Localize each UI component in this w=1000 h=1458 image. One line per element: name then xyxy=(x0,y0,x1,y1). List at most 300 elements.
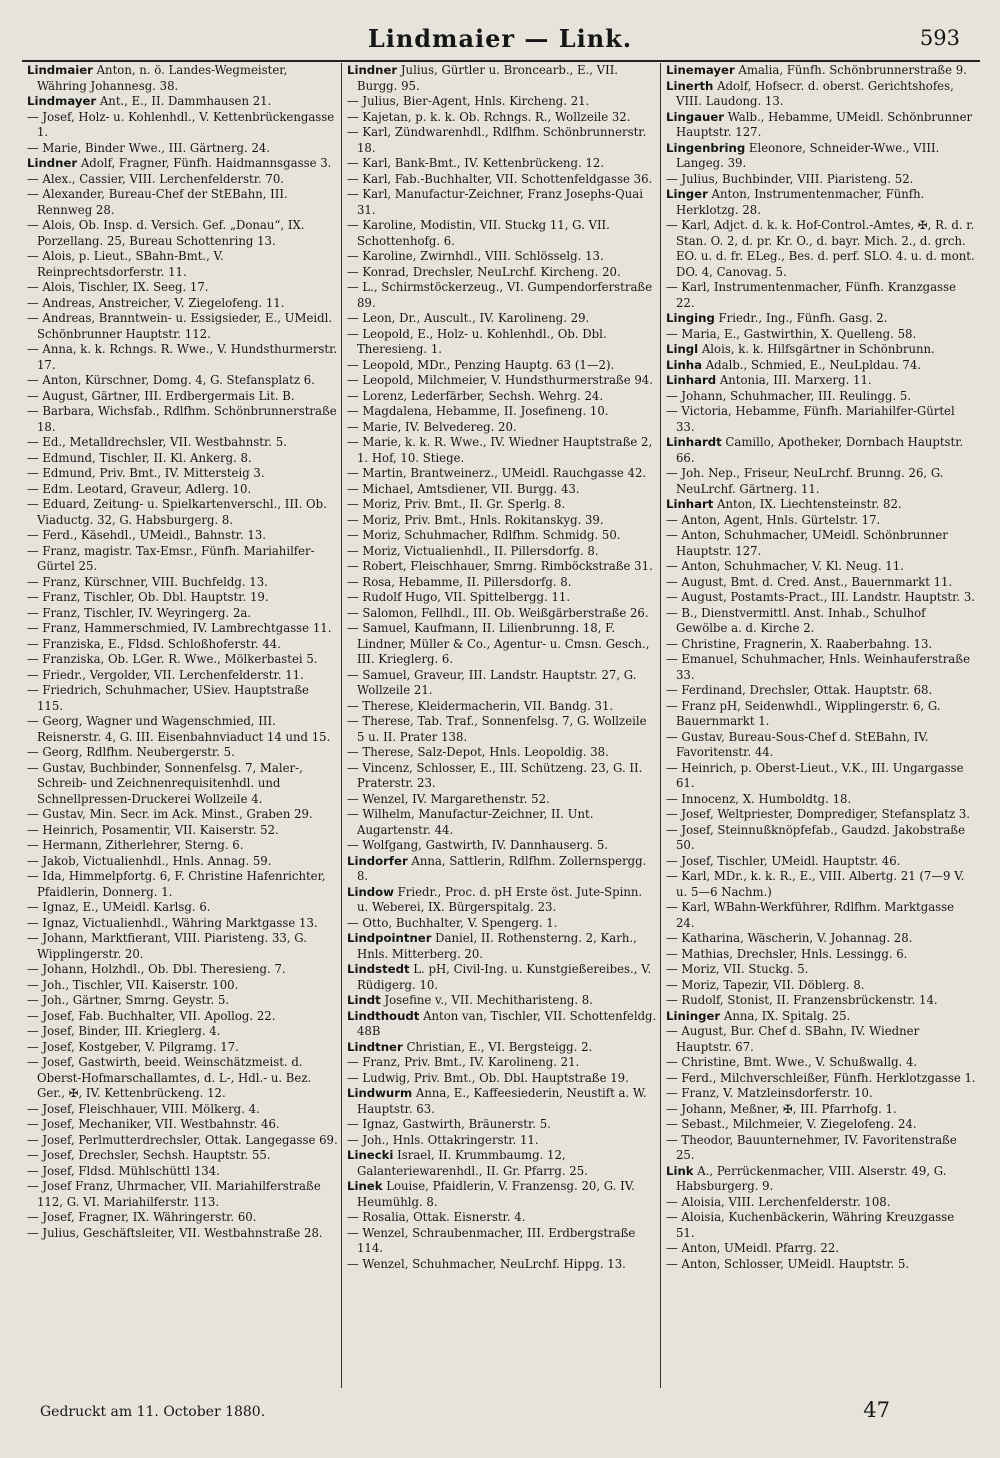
directory-entry xyxy=(345,559,657,575)
entry-text: — Julius, Bier-Agent, Hnls. Kircheng. 21. xyxy=(347,94,590,108)
directory-entry xyxy=(25,1133,338,1149)
directory-entry xyxy=(345,1210,657,1226)
entry-text: — Ignaz, Gastwirth, Bräunerstr. 5. xyxy=(347,1117,551,1131)
entry-text: — Anna, k. k. Rchngs. R. Wwe., V. Hundsthurmerstr. 17. xyxy=(27,342,338,372)
directory-entry xyxy=(664,1024,976,1055)
directory-entry xyxy=(345,497,657,513)
entry-text: — Josef, Mechaniker, VII. Westbahnstr. 46. xyxy=(27,1117,280,1131)
entry-surname: Linek xyxy=(347,1179,383,1193)
entry-text: — Franziska, E., Fldsd. Schloßhoferstr. 44. xyxy=(27,636,281,651)
entry-text: Anna, E., Kaffeesiederin, Neustift a. W. Hauptstr. 63. xyxy=(357,1086,647,1116)
directory-entry xyxy=(345,838,657,854)
entry-text: — Edmund, Tischler, II. Kl. Ankerg. 8. xyxy=(27,450,252,465)
entry-surname: Lindtner xyxy=(347,1039,403,1054)
page-number: 593 xyxy=(919,26,960,50)
directory-entry xyxy=(345,482,657,498)
directory-entry xyxy=(345,714,657,745)
directory-entry xyxy=(25,838,338,854)
directory-entry xyxy=(345,1071,657,1087)
directory-entry xyxy=(664,993,976,1009)
entry-surname: Linhardt xyxy=(666,435,722,449)
directory-entry xyxy=(345,110,657,126)
entry-text: Eleonore, Schneider-Wwe., VIII. Langeg. 39. xyxy=(676,140,940,170)
entry-columns xyxy=(22,63,980,1388)
entry-surname: Lindt xyxy=(347,993,381,1007)
entry-text: — Otto, Buchhalter, V. Spengerg. 1. xyxy=(347,915,558,930)
directory-entry xyxy=(664,606,976,637)
directory-entry xyxy=(25,311,338,342)
entry-text: — Rudolf, Stonist, II. Franzensbrückenstr. 14. xyxy=(666,993,938,1007)
directory-entry xyxy=(664,730,976,761)
entry-text: — Katharina, Wäscherin, V. Johannag. 28. xyxy=(666,931,913,945)
header-rule xyxy=(22,60,980,62)
directory-entry xyxy=(25,466,338,482)
entry-text: — Wenzel, Schuhmacher, NeuLrchf. Hippg. 13. xyxy=(347,1256,626,1271)
entry-text: — Edmund, Priv. Bmt., IV. Mittersteig 3. xyxy=(27,466,265,480)
entry-text: — Joh. Nep., Friseur, NeuLrchf. Brunng. 26, G. NeuLrchf. Gärtnerg. 11. xyxy=(666,466,944,496)
entry-text: — Konrad, Drechsler, NeuLrchf. Kircheng. 20. xyxy=(347,264,621,279)
entry-text: — Karl, WBahn-Werkführer, Rdlfhm. Marktgasse 24. xyxy=(666,900,955,930)
entry-text: — Franz, Priv. Bmt., IV. Karolineng. 21. xyxy=(347,1055,580,1069)
entry-text: — B., Dienstvermittl. Anst. Inhab., Schulhof Gewölbe a. d. Kirche 2. xyxy=(666,605,926,635)
directory-entry xyxy=(25,1024,338,1040)
directory-entry xyxy=(345,699,657,715)
entry-text: — Marie, k. k. R. Wwe., IV. Wiedner Hauptstraße 2, 1. Hof, 10. Stiege. xyxy=(347,435,653,465)
directory-entry xyxy=(345,621,657,668)
directory-entry xyxy=(664,373,976,389)
directory-entry xyxy=(345,249,657,265)
entry-text: — Josef, Kostgeber, V. Pilgramg. 17. xyxy=(27,1039,239,1054)
entry-text: Alois, k. k. Hilfsgärtner in Schönbrunn. xyxy=(698,342,935,356)
directory-entry xyxy=(664,218,976,280)
directory-entry xyxy=(25,1055,338,1102)
entry-text: Amalia, Fünfh. Schönbrunnerstraße 9. xyxy=(734,63,967,77)
directory-entry xyxy=(25,1179,338,1210)
entry-text: Julius, Gürtler u. Broncearb., E., VII. Burgg. 95. xyxy=(357,63,619,93)
entry-surname: Lininger xyxy=(666,1008,721,1023)
directory-entry xyxy=(345,327,657,358)
entry-surname: Lindmaier xyxy=(27,63,93,77)
entry-text: — Ferdinand, Drechsler, Ottak. Hauptstr. 68. xyxy=(666,683,933,697)
entry-text: — Kajetan, p. k. k. Ob. Rchngs. R., Wollzeile 32. xyxy=(347,109,631,124)
directory-entry xyxy=(345,125,657,156)
directory-entry xyxy=(664,1055,976,1071)
directory-entry xyxy=(664,79,976,110)
entry-text: — Julius, Geschäftsleiter, VII. Westbahnstraße 28. xyxy=(27,1225,323,1240)
directory-entry xyxy=(25,978,338,994)
entry-text: — Leon, Dr., Auscult., IV. Karolineng. 29. xyxy=(347,311,590,325)
column-left xyxy=(22,63,341,1388)
entry-text: — Franz, Tischler, Ob. Dbl. Hauptstr. 19. xyxy=(27,590,269,604)
entry-surname: Linha xyxy=(666,357,702,372)
entry-text: Anna, IX. Spitalg. 25. xyxy=(720,1008,851,1023)
entry-text: — Alois, Ob. Insp. d. Versich. Gef. „Donau“, IX. Porzellang. 25, Bureau Schottenring 13. xyxy=(27,218,305,248)
directory-entry xyxy=(345,745,657,761)
entry-text: Antonia, III. Marxerg. 11. xyxy=(716,373,872,387)
directory-entry xyxy=(25,683,338,714)
directory-entry xyxy=(345,1009,657,1040)
page-header xyxy=(0,22,1000,56)
directory-entry xyxy=(345,916,657,932)
entry-text: — Franz, magistr. Tax-Emsr., Fünfh. Mariahilfer-Gürtel 25. xyxy=(27,543,315,573)
entry-surname: Lindthoudt xyxy=(347,1008,420,1023)
entry-text: — Samuel, Kaufmann, II. Lilienbrunng. 18, F. Lindner, Müller & Co., Agentur- u. Cmsn. Gesch., III. Krieglerg. 6. xyxy=(347,621,650,666)
directory-entry xyxy=(345,544,657,560)
entry-surname: Linhart xyxy=(666,497,714,511)
entry-text: — Johann, Schuhmacher, III. Reulingg. 5. xyxy=(666,388,912,403)
entry-surname: Lindstedt xyxy=(347,962,410,976)
directory-entry xyxy=(664,807,976,823)
directory-entry xyxy=(25,497,338,528)
entry-text: Anton, IX. Liechtensteinstr. 82. xyxy=(713,497,902,511)
directory-entry xyxy=(25,1164,338,1180)
directory-entry xyxy=(664,637,976,653)
directory-entry xyxy=(25,141,338,157)
directory-entry xyxy=(345,1133,657,1149)
directory-entry xyxy=(664,1257,976,1273)
directory-entry xyxy=(345,931,657,962)
directory-entry xyxy=(345,606,657,622)
entry-text: — Karl, Fab.-Buchhalter, VII. Schottenfeldgasse 36. xyxy=(347,171,653,186)
directory-entry xyxy=(345,590,657,606)
entry-text: — Karl, Bank-Bmt., IV. Kettenbrückeng. 12. xyxy=(347,156,605,170)
entry-text: — Karoline, Zwirnhdl., VIII. Schlösselg. 13. xyxy=(347,249,604,263)
entry-text: — Magdalena, Hebamme, II. Josefineng. 10. xyxy=(347,404,609,418)
entry-text: — Wenzel, IV. Margarethenstr. 52. xyxy=(347,791,550,806)
entry-text: — L., Schirmstöckerzeug., VI. Gumpendorferstraße 89. xyxy=(347,280,653,310)
entry-text: — Josef Franz, Uhrmacher, VII. Mariahilferstraße 112, G. VI. Mariahilferstr. 113. xyxy=(27,1179,321,1209)
directory-entry xyxy=(664,358,976,374)
entry-surname: Lingauer xyxy=(666,109,725,124)
entry-text: — Gustav, Bureau-Sous-Chef d. StEBahn, IV. Favoritenstr. 44. xyxy=(666,729,929,759)
directory-entry xyxy=(664,962,976,978)
entry-text: — Salomon, Fellhdl., III. Ob. Weißgärberstraße 26. xyxy=(347,605,649,620)
entry-text: — August, Bur. Chef d. SBahn, IV. Wiedner Hauptstr. 67. xyxy=(666,1024,920,1054)
entry-text: — Rudolf Hugo, VII. Spittelbergg. 11. xyxy=(347,590,571,604)
entry-text: — Josef, Binder, III. Krieglerg. 4. xyxy=(27,1024,221,1038)
directory-entry xyxy=(345,528,657,544)
entry-text: — Theodor, Bauunternehmer, IV. Favoritenstraße 25. xyxy=(666,1132,957,1162)
directory-entry xyxy=(25,528,338,544)
entry-text: — Samuel, Graveur, III. Landstr. Hauptstr. 27, G. Wollzeile 21. xyxy=(347,667,637,697)
entry-text: Adolf, Fragner, Fünfh. Haidmannsgasse 3. xyxy=(77,156,332,170)
entry-text: — Josef, Perlmutterdrechsler, Ottak. Langegasse 69. xyxy=(27,1132,338,1147)
directory-entry xyxy=(664,280,976,311)
directory-entry xyxy=(345,63,657,94)
entry-surname: Linger xyxy=(666,187,708,201)
directory-entry xyxy=(25,590,338,606)
directory-entry xyxy=(345,1040,657,1056)
entry-text: — Joh., Hnls. Ottakringerstr. 11. xyxy=(347,1132,539,1147)
entry-text: — Moriz, Schuhmacher, Rdlfhm. Schmidg. 50. xyxy=(347,528,621,542)
entry-surname: Linecki xyxy=(347,1148,394,1162)
entry-surname: Lindner xyxy=(347,63,398,77)
entry-text: Daniel, II. Rothensterng. 2, Karh., Hnls. Mitterberg. 20. xyxy=(357,931,637,961)
entry-text: Anton, n. ö. Landes-Wegmeister, Währing Johannesg. 38. xyxy=(37,63,288,93)
directory-entry xyxy=(664,389,976,405)
entry-text: — Franz, V. Matzleinsdorferstr. 10. xyxy=(666,1086,873,1100)
entry-text: Anna, Sattlerin, Rdlfhm. Zollernspergg. 8. xyxy=(357,853,647,883)
entry-text: — Friedrich, Schuhmacher, USiev. Hauptstraße 115. xyxy=(27,683,309,713)
entry-text: — Franz pH, Seidenwhdl., Wipplingerstr. 6, G. Bauernmarkt 1. xyxy=(666,698,941,728)
entry-text: — Marie, Binder Wwe., III. Gärtnerg. 24. xyxy=(27,140,271,155)
directory-entry xyxy=(345,218,657,249)
entry-text: — Vincenz, Schlosser, E., III. Schützeng. 23, G. II. Praterstr. 23. xyxy=(347,760,643,790)
entry-text: L. pH, Civil-Ing. u. Kunstgießereibes., V. Rüdigerg. 10. xyxy=(357,962,652,992)
directory-entry xyxy=(664,1210,976,1241)
entry-text: — Wilhelm, Manufactur-Zeichner, II. Unt. Augartenstr. 44. xyxy=(347,807,594,837)
entry-text: — Karl, Zündwarenhdl., Rdlfhm. Schönbrunnerstr. 18. xyxy=(347,125,647,155)
entry-text: — Josef, Steinnußknöpfefab., Gaudzd. Jakobstraße 50. xyxy=(666,822,966,852)
directory-entry xyxy=(664,559,976,575)
directory-entry xyxy=(345,466,657,482)
directory-entry xyxy=(25,637,338,653)
entry-text: A., Perrückenmacher, VIII. Alserstr. 49, G. Habsburgerg. 9. xyxy=(676,1163,947,1193)
entry-surname: Lingenbring xyxy=(666,140,746,155)
directory-entry xyxy=(664,63,976,79)
entry-text: — Josef, Tischler, UMeidl. Hauptstr. 46. xyxy=(666,853,901,868)
directory-entry xyxy=(664,652,976,683)
directory-entry xyxy=(25,172,338,188)
entry-text: — Rosa, Hebamme, II. Pillersdorfg. 8. xyxy=(347,574,572,589)
entry-text: — Ignaz, E., UMeidl. Karlsg. 6. xyxy=(27,900,211,914)
entry-text: — Martin, Brantweinerz., UMeidl. Rauchgasse 42. xyxy=(347,466,647,480)
entry-text: — Ferd., Milchverschleißer, Fünfh. Herklotzgasse 1. xyxy=(666,1070,976,1085)
directory-entry xyxy=(345,1179,657,1210)
entry-text: — Therese, Salz-Depot, Hnls. Leopoldig. 38. xyxy=(347,745,609,759)
entry-text: — Jakob, Victualienhdl., Hnls. Annag. 59. xyxy=(27,853,272,868)
directory-entry xyxy=(25,900,338,916)
directory-entry xyxy=(25,1148,338,1164)
entry-surname: Lindorfer xyxy=(347,853,408,868)
directory-entry xyxy=(25,916,338,932)
directory-entry xyxy=(345,993,657,1009)
directory-entry xyxy=(345,854,657,885)
directory-entry xyxy=(664,823,976,854)
directory-entry xyxy=(25,110,338,141)
directory-entry xyxy=(664,513,976,529)
entry-text: — Emanuel, Schuhmacher, Hnls. Weinhauferstraße 33. xyxy=(666,652,970,682)
entry-text: — Karl, Adjct. d. k. k. Hof-Control.-Amtes, ✠, R. d. r. Stan. O. 2, d. pr. Kr. O., d. bayr. Mich. 2., d. grch. EO. u. d. fr. ELeg., Bes. d. perf. SLO. 4. u. d. mont. DO. 4, Canovag. 5. xyxy=(666,218,975,279)
directory-entry xyxy=(664,141,976,172)
directory-entry xyxy=(664,435,976,466)
entry-text: — Moriz, Victualienhdl., II. Pillersdorfg. 8. xyxy=(347,543,599,558)
directory-entry xyxy=(664,1241,976,1257)
directory-entry xyxy=(25,218,338,249)
entry-text: — Johann, Marktfierant, VIII. Piaristeng. 33, G. Wipplingerstr. 20. xyxy=(27,931,307,961)
directory-entry xyxy=(25,575,338,591)
entry-text: — Joh., Tischler, VII. Kaiserstr. 100. xyxy=(27,977,239,992)
entry-text: — Alois, p. Lieut., SBahn-Bmt., V. Reinprechtsdorferstr. 11. xyxy=(27,249,224,279)
entry-text: — Therese, Tab. Traf., Sonnenfelsg. 7, G. Wollzeile 5 u. II. Prater 138. xyxy=(347,714,647,744)
entry-text: — Leopold, Milchmeier, V. Hundsthurmerstraße 94. xyxy=(347,373,653,387)
directory-entry xyxy=(345,1086,657,1117)
entry-text: — August, Bmt. d. Cred. Anst., Bauernmarkt 11. xyxy=(666,574,953,589)
entry-text: — Andreas, Anstreicher, V. Ziegelofeng. 11. xyxy=(27,295,285,310)
entry-text: — Christine, Fragnerin, X. Raaberbahng. 13. xyxy=(666,636,933,651)
entry-text: — Karl, MDr., k. k. R., E., VIII. Albertg. 21 (7—9 V. u. 5—6 Nachm.) xyxy=(666,869,965,899)
directory-entry xyxy=(664,311,976,327)
directory-entry xyxy=(25,249,338,280)
directory-entry xyxy=(345,404,657,420)
directory-entry xyxy=(25,1040,338,1056)
entry-text: — Aloisia, Kuchenbäckerin, Währing Kreuzgasse 51. xyxy=(666,1210,955,1240)
directory-entry xyxy=(664,1117,976,1133)
entry-text: Camillo, Apotheker, Dornbach Hauptstr. 66. xyxy=(676,435,964,465)
entry-text: — Lorenz, Lederfärber, Sechsh. Wehrg. 24. xyxy=(347,388,604,403)
directory-entry xyxy=(664,1009,976,1025)
directory-entry xyxy=(664,497,976,513)
entry-text: — Georg, Rdlfhm. Neubergerstr. 5. xyxy=(27,745,235,759)
entry-text: — Therese, Kleidermacherin, VII. Bandg. 31. xyxy=(347,698,614,713)
entry-surname: Lindner xyxy=(27,156,78,170)
directory-entry xyxy=(25,404,338,435)
directory-entry xyxy=(25,373,338,389)
entry-text: Adolf, Hofsecr. d. oberst. Gerichtshofes, VIII. Laudong. 13. xyxy=(676,78,954,108)
directory-entry xyxy=(664,1071,976,1087)
entry-text: — Ignaz, Victualienhdl., Währing Marktgasse 13. xyxy=(27,915,318,930)
directory-entry xyxy=(345,792,657,808)
directory-entry xyxy=(25,931,338,962)
directory-entry xyxy=(25,714,338,745)
directory-entry xyxy=(345,1055,657,1071)
entry-text: — Heinrich, Posamentir, VII. Kaiserstr. 52. xyxy=(27,822,279,837)
entry-text: — August, Postamts-Pract., III. Landstr. Hauptstr. 3. xyxy=(666,590,976,604)
directory-entry xyxy=(664,590,976,606)
directory-entry xyxy=(25,869,338,900)
entry-text: — Ed., Metalldrechsler, VII. Westbahnstr. 5. xyxy=(27,435,287,449)
entry-text: — Johann, Holzhdl., Ob. Dbl. Theresieng. 7. xyxy=(27,962,286,976)
directory-entry xyxy=(345,94,657,110)
directory-entry xyxy=(664,110,976,141)
directory-entry xyxy=(345,761,657,792)
entry-text: — Franz, Tischler, IV. Weyringerg. 2a. xyxy=(27,605,252,620)
directory-entry xyxy=(25,1009,338,1025)
directory-entry xyxy=(25,342,338,373)
entry-text: — Alex., Cassier, VIII. Lerchenfelderstr. 70. xyxy=(27,171,285,186)
entry-text: — Julius, Buchbinder, VIII. Piaristeng. 52. xyxy=(666,171,914,186)
entry-text: — Heinrich, p. Oberst-Lieut., V.K., III. Ungargasse 61. xyxy=(666,760,964,790)
entry-text: — Wenzel, Schraubenmacher, III. Erdbergstraße 114. xyxy=(347,1225,636,1255)
entry-surname: Link xyxy=(666,1163,694,1178)
directory-entry xyxy=(664,854,976,870)
entry-text: — Anton, UMeidl. Pfarrg. 22. xyxy=(666,1241,840,1255)
directory-entry xyxy=(664,528,976,559)
directory-entry xyxy=(664,1086,976,1102)
entry-surname: Lindmayer xyxy=(27,94,97,108)
directory-entry xyxy=(25,993,338,1009)
entry-text: — Joh., Gärtner, Smrng. Geystr. 5. xyxy=(27,993,230,1007)
entry-text: — Hermann, Zitherlehrer, Sterng. 6. xyxy=(27,838,244,852)
directory-entry xyxy=(25,1117,338,1133)
directory-entry xyxy=(25,761,338,808)
entry-text: Friedr., Ing., Fünfh. Gasg. 2. xyxy=(714,311,888,325)
entry-text: — Franziska, Ob. LGer. R. Wwe., Mölkerbastei 5. xyxy=(27,652,318,666)
directory-entry xyxy=(345,280,657,311)
directory-entry xyxy=(345,265,657,281)
directory-entry xyxy=(664,900,976,931)
directory-entry xyxy=(664,978,976,994)
directory-entry xyxy=(664,342,976,358)
directory-entry xyxy=(25,745,338,761)
entry-text: — Wolfgang, Gastwirth, IV. Dannhauserg. 5. xyxy=(347,838,609,852)
directory-entry xyxy=(25,296,338,312)
entry-text: — Innocenz, X. Humboldtg. 18. xyxy=(666,791,852,806)
entry-text: Louise, Pfaidlerin, V. Franzensg. 20, G. IV. Heumühlg. 8. xyxy=(357,1179,635,1209)
directory-entry xyxy=(25,280,338,296)
entry-text: Christian, E., VI. Bergsteigg. 2. xyxy=(402,1039,593,1054)
directory-entry xyxy=(664,575,976,591)
directory-entry xyxy=(664,1133,976,1164)
directory-entry xyxy=(664,761,976,792)
entry-text: — Anton, Schlosser, UMeidl. Hauptstr. 5. xyxy=(666,1256,910,1271)
directory-entry xyxy=(25,435,338,451)
entry-text: — Moriz, Tapezir, VII. Döblerg. 8. xyxy=(666,977,865,992)
entry-text: — Victoria, Hebamme, Fünfh. Mariahilfer-Gürtel 33. xyxy=(666,404,955,434)
directory-entry xyxy=(345,172,657,188)
entry-text: Ant., E., II. Dammhausen 21. xyxy=(96,94,272,108)
entry-text: — Josef, Fldsd. Mühlschüttl 134. xyxy=(27,1163,220,1178)
directory-entry xyxy=(25,854,338,870)
entry-text: — Gustav, Buchbinder, Sonnenfelsg. 7, Maler-, Schreib- und Zeichnenrequisitenhdl. und Schnellpressen-Druckerei Wollzeile 4. xyxy=(27,760,303,806)
directory-entry xyxy=(664,792,976,808)
entry-text: — Ida, Himmelpfortg. 6, F. Christine Hafenrichter, Pfaidlerin, Donnerg. 1. xyxy=(27,869,326,899)
entry-text: — Anton, Schuhmacher, UMeidl. Schönbrunner Hauptstr. 127. xyxy=(666,528,948,558)
directory-entry xyxy=(25,544,338,575)
directory-entry xyxy=(345,187,657,218)
directory-entry xyxy=(664,1195,976,1211)
entry-text: — Christine, Bmt. Wwe., V. Schußwallg. 4. xyxy=(666,1055,918,1069)
directory-entry xyxy=(345,962,657,993)
directory-entry xyxy=(345,513,657,529)
entry-text: — August, Gärtner, III. Erdbergermais Lit. B. xyxy=(27,388,295,403)
directory-entry xyxy=(345,668,657,699)
entry-text: — Eduard, Zeitung- u. Spielkartenverschl., III. Ob. Viaductg. 32, G. Habsburgerg. 8. xyxy=(27,497,327,527)
entry-text: — Franz, Hammerschmied, IV. Lambrechtgasse 11. xyxy=(27,621,332,635)
entry-surname: Linging xyxy=(666,311,715,325)
entry-text: — Sebast., Milchmeier, V. Ziegelofeng. 24. xyxy=(666,1117,917,1131)
directory-entry xyxy=(345,373,657,389)
entry-text: — Robert, Fleischhauer, Smrng. Rimböckstraße 31. xyxy=(347,559,653,573)
entry-text: — Anton, Kürschner, Domg. 4, G. Stefansplatz 6. xyxy=(27,373,315,387)
running-title: Lindmaier — Link. xyxy=(367,24,633,53)
directory-entry xyxy=(345,435,657,466)
directory-entry xyxy=(345,389,657,405)
entry-text: — Georg, Wagner und Wagenschmied, III. Reisnerstr. 4, G. III. Eisenbahnviaduct 14 und 15. xyxy=(27,714,331,744)
directory-entry xyxy=(664,699,976,730)
entry-text: Friedr., Proc. d. pH Erste öst. Jute-Spinn. u. Weberei, IX. Bürgerspitalg. 23. xyxy=(357,884,643,914)
entry-text: — Friedr., Vergolder, VII. Lerchenfelderstr. 11. xyxy=(27,667,304,682)
directory-entry xyxy=(25,807,338,823)
entry-surname: Lindpointner xyxy=(347,931,432,945)
signature-mark: 47 xyxy=(863,1398,890,1422)
entry-text: — Moriz, Priv. Bmt., II. Gr. Sperlg. 8. xyxy=(347,497,566,511)
directory-entry xyxy=(25,621,338,637)
entry-text: — Josef, Fragner, IX. Währingerstr. 60. xyxy=(27,1210,257,1224)
entry-text: — Ludwig, Priv. Bmt., Ob. Dbl. Hauptstraße 19. xyxy=(347,1070,629,1085)
entry-text: — Rosalia, Ottak. Eisnerstr. 4. xyxy=(347,1210,526,1224)
entry-surname: Lindow xyxy=(347,884,394,899)
entry-text: — Josef, Gastwirth, beeid. Weinschätzmeist. d. Oberst-Hofmarschallamtes, d. L-, Hdl.- u. Bez. Ger., ✠, IV. Kettenbrückeng. 12. xyxy=(27,1055,312,1100)
directory-entry xyxy=(25,389,338,405)
entry-text: — Karl, Manufactur-Zeichner, Franz Josephs-Quai 31. xyxy=(347,187,643,217)
directory-entry xyxy=(664,327,976,343)
entry-surname: Lingl xyxy=(666,342,699,356)
directory-entry xyxy=(25,156,338,172)
directory-entry xyxy=(345,1148,657,1179)
entry-text: — Michael, Amtsdiener, VII. Burgg. 43. xyxy=(347,481,580,496)
directory-entry xyxy=(25,962,338,978)
